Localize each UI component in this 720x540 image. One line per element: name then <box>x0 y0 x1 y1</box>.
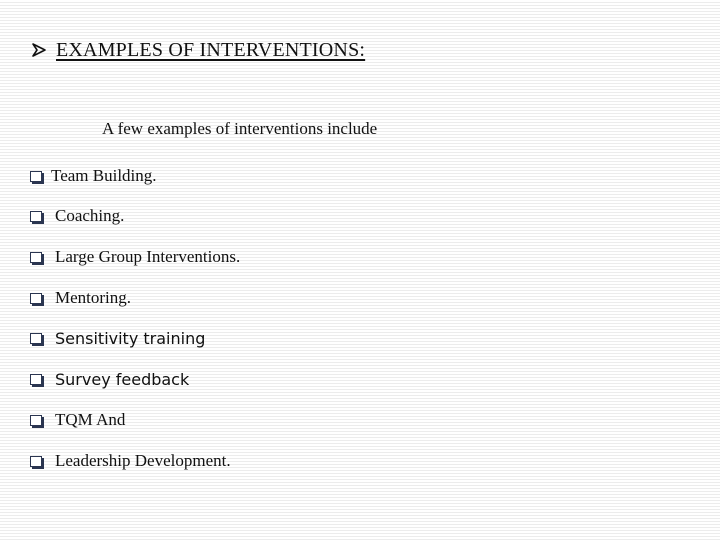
list-item <box>30 445 231 477</box>
list-item <box>30 160 157 192</box>
checkbox-icon <box>30 211 42 222</box>
arrow-right-icon <box>31 42 47 58</box>
intro-text: A few examples of interventions include <box>102 119 378 138</box>
list-item-label: Leadership Development. <box>55 451 231 470</box>
list-item-label: Sensitivity training <box>55 328 206 348</box>
checkbox-icon <box>30 415 42 426</box>
list-item <box>30 200 124 232</box>
list-item <box>30 404 125 436</box>
checkbox-icon <box>30 252 42 263</box>
list-item-label: Coaching. <box>55 206 125 225</box>
checkbox-icon <box>30 171 42 182</box>
checkbox-icon <box>30 293 42 304</box>
checkbox-icon <box>30 333 42 344</box>
list-item-label: Large Group Interventions. <box>55 247 241 266</box>
list-item <box>30 363 189 395</box>
title-row <box>31 35 365 65</box>
list-item-label: Survey feedback <box>55 369 190 389</box>
list-item <box>30 322 205 354</box>
list-item <box>30 241 240 273</box>
slide-title: EXAMPLES OF INTERVENTIONS: <box>56 38 366 61</box>
list-item-label: Mentoring. <box>55 288 132 307</box>
checkbox-icon <box>30 374 42 385</box>
list-item <box>30 282 131 314</box>
list-item-label: Team Building. <box>51 166 157 185</box>
checkbox-icon <box>30 456 42 467</box>
list-item-label: TQM And <box>55 410 126 429</box>
